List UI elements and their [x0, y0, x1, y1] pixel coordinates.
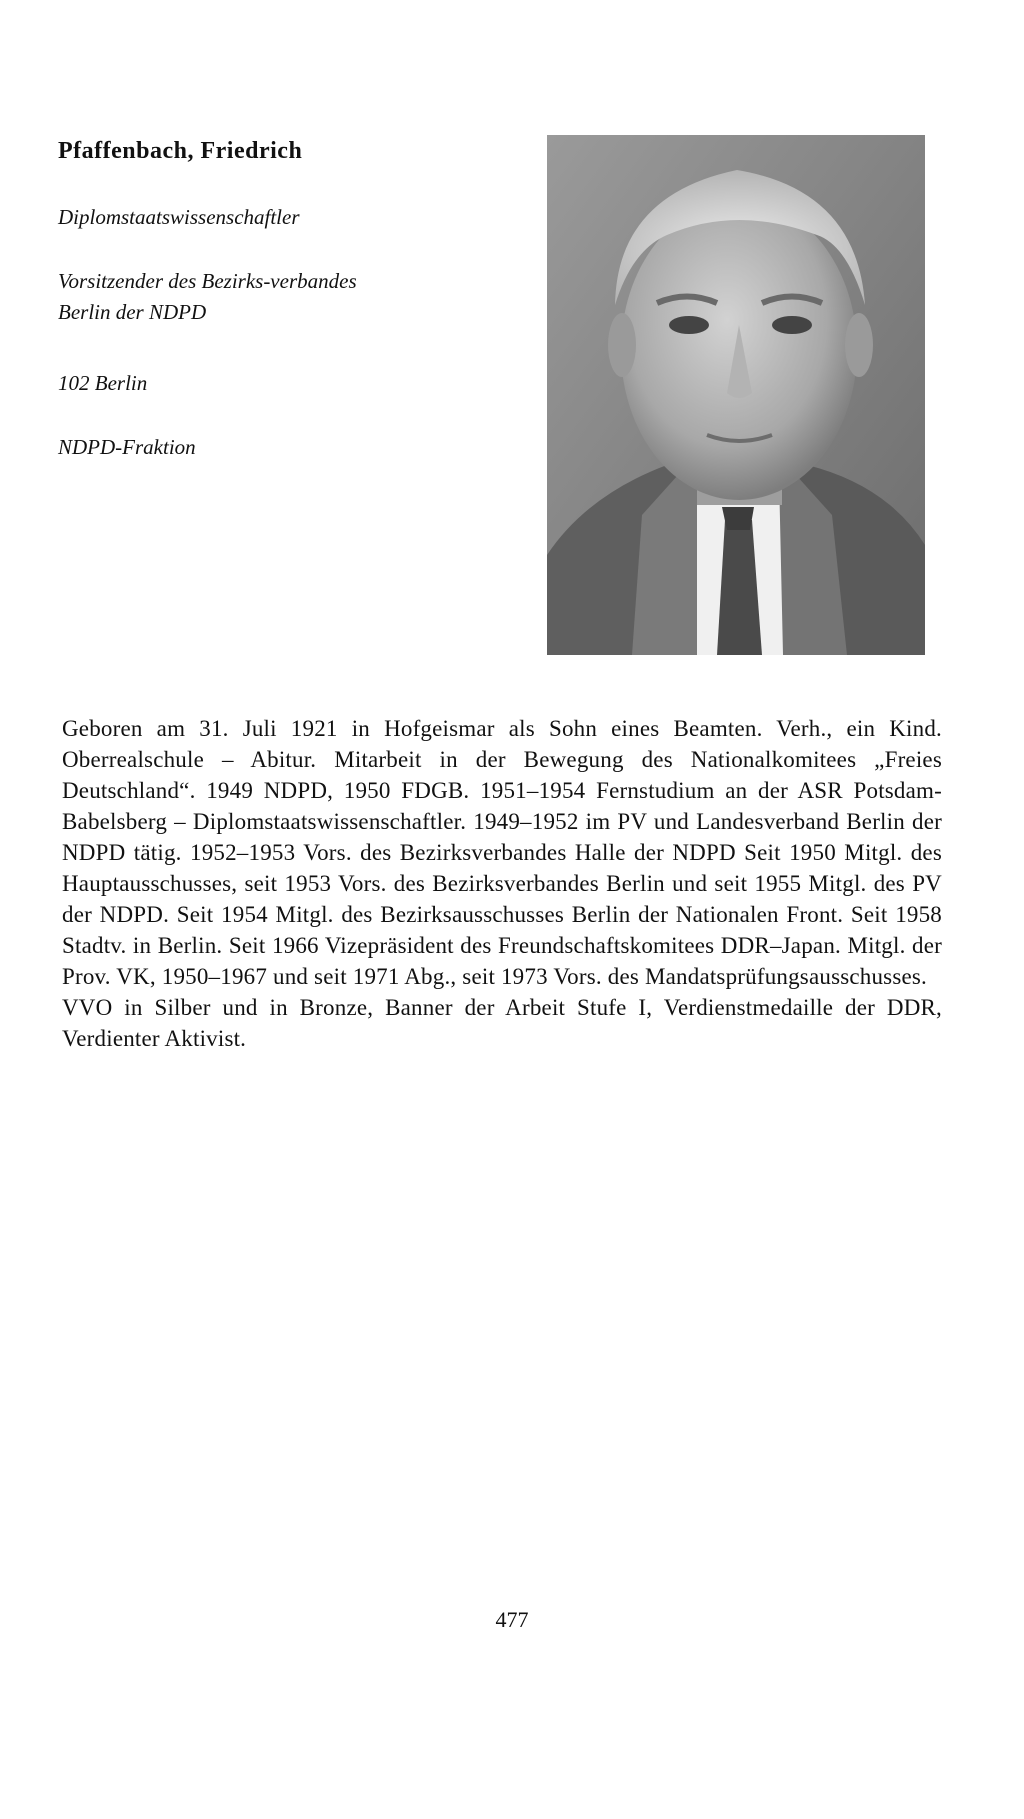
portrait-photo-icon — [547, 135, 925, 655]
portrait-photo — [547, 135, 925, 655]
location: 102 Berlin — [58, 371, 148, 395]
biography-paragraph-2: VVO in Silber und in Bronze, Banner der Arbeit Stufe I, Verdienstmedaille der DDR, Verdienter Aktivist. — [62, 995, 942, 1051]
page-number: 477 — [495, 1607, 529, 1632]
faction: NDPD-Fraktion — [58, 435, 196, 459]
role: Vorsitzender des Bezirks-verbandes Berlin der NDPD — [58, 269, 357, 324]
biography-text — [62, 713, 942, 1054]
biography-paragraph-1: Geboren am 31. Juli 1921 in Hofgeismar als Sohn eines Beamten. Verh., ein Kind. Oberrealschule – Abitur. Mitarbeit in der Bewegung des Nationalkomitees „Freies Deutschland“. 1949 NDPD, 1950 FDGB. 1951–1954 Fernstudium an der ASR Potsdam-Babelsberg – Diplomstaatswissenschaftler. 1949–1952 im PV und Landesverband Berlin der NDPD tätig. 1952–1953 Vors. des Bezirksverbandes Halle der NDPD Seit 1950 Mitgl. des Hauptausschusses, seit 1953 Vors. des Bezirksverbandes Berlin und seit 1955 Mitgl. des PV der NDPD. Seit 1954 Mitgl. des Bezirksausschusses Berlin der Nationalen Front. Seit 1958 Stadtv. in Berlin. Seit 1966 Vizepräsident des Freundschaftskomitees DDR–Japan. Mitgl. der Prov. VK, 1950–1967 und seit 1971 Abg., seit 1973 Vors. des Mandatsprüfungsausschusses. — [62, 716, 942, 989]
profession: Diplomstaatswissenschaftler — [58, 205, 300, 229]
person-name: Pfaffenbach, Friedrich — [58, 138, 303, 164]
